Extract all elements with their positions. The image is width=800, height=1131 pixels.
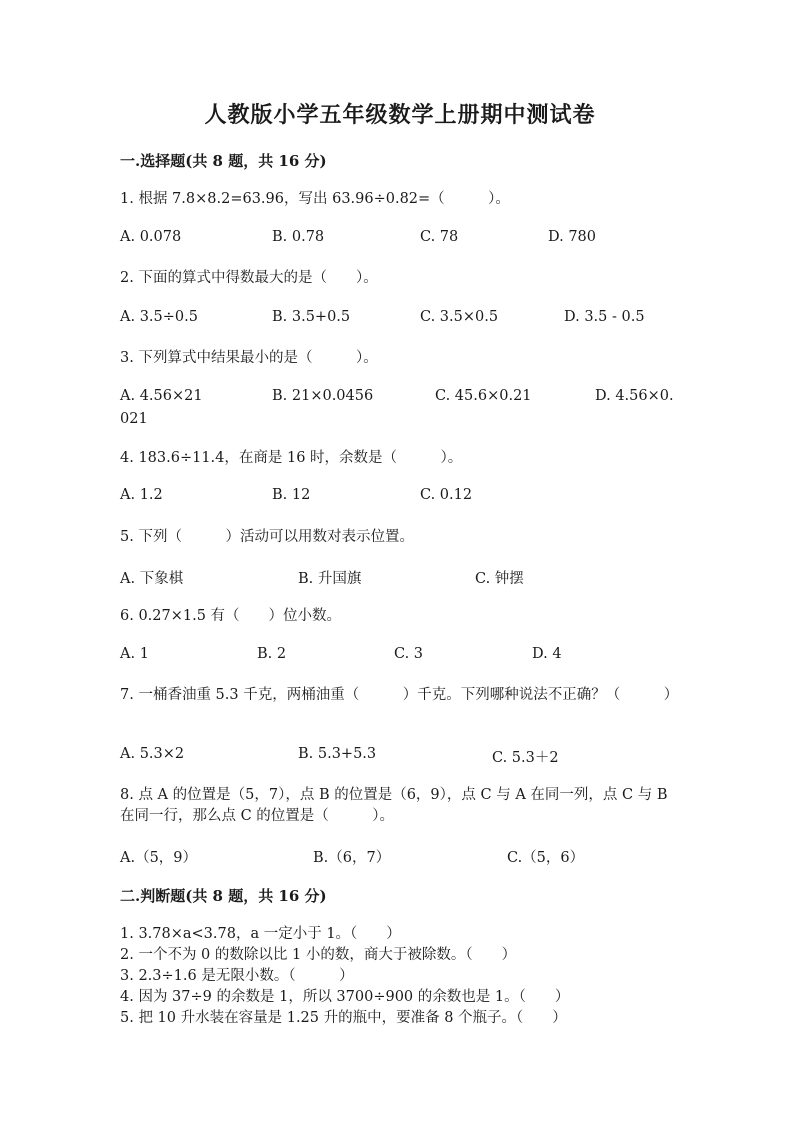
- question-2-options: [120, 309, 680, 331]
- option-c: C.（5，6）: [507, 850, 585, 866]
- option-a: A. 0.078: [120, 229, 182, 245]
- option-d: D. 4: [532, 646, 562, 662]
- question-4: 4. 183.6÷11.4，在商是 16 时，余数是（ ）。: [120, 450, 463, 466]
- question-3-option-d-wrap: 021: [120, 411, 148, 427]
- option-c: C. 78: [420, 229, 459, 245]
- option-a: A. 5.3×2: [120, 746, 185, 762]
- option-b: B.（6，7）: [313, 850, 391, 866]
- question-5-options: [120, 567, 680, 589]
- question-3-options: [120, 388, 680, 410]
- judge-item-2: 2. 一个不为 0 的数除以比 1 小的数，商大于被除数。（ ）: [120, 947, 517, 963]
- option-c: C. 5.3＋2: [492, 750, 559, 766]
- question-4-options: [120, 487, 680, 509]
- page-title: 人教版小学五年级数学上册期中测试卷: [204, 102, 596, 128]
- question-7-options: [120, 746, 680, 768]
- question-1: 1. 根据 7.8×8.2=63.96，写出 63.96÷0.82=（ ）。: [120, 191, 510, 207]
- option-b: B. 21×0.0456: [272, 388, 374, 404]
- question-7: 7. 一桶香油重 5.3 千克，两桶油重（ ）千克。下列哪种说法不正确？（ ）: [120, 687, 679, 703]
- judge-item-5: 5. 把 10 升水装在容量是 1.25 升的瓶中，要准备 8 个瓶子。（ ）: [120, 1010, 567, 1026]
- section-heading-judgement: 二.判断题(共 8 题，共 16 分): [120, 887, 327, 905]
- question-1-options: [120, 229, 680, 251]
- option-b: B. 12: [272, 487, 311, 503]
- option-a: A. 1.2: [120, 487, 163, 503]
- option-c: C. 45.6×0.21: [435, 388, 532, 404]
- question-8-options: [120, 846, 680, 868]
- option-c: C. 3.5×0.5: [420, 309, 499, 325]
- question-6-options: [120, 646, 680, 668]
- judge-item-3: 3. 2.3÷1.6 是无限小数。（ ）: [120, 968, 354, 984]
- option-c: C. 3: [394, 646, 424, 662]
- option-d: D. 4.56×0.: [595, 388, 674, 404]
- option-c: C. 钟摆: [475, 571, 524, 587]
- judge-item-4: 4. 因为 37÷9 的余数是 1，所以 3700÷900 的余数也是 1。（ ）: [120, 989, 570, 1005]
- judge-item-1: 1. 3.78×a<3.78，a 一定小于 1。（ ）: [120, 926, 401, 942]
- option-a: A. 下象棋: [120, 571, 184, 587]
- option-b: B. 3.5+0.5: [272, 309, 351, 325]
- option-b: B. 2: [257, 646, 287, 662]
- option-a: A. 4.56×21: [120, 388, 203, 404]
- option-b: B. 5.3+5.3: [298, 746, 377, 762]
- option-a: A.（5，9）: [120, 850, 198, 866]
- question-8: 8. 点 A 的位置是（5，7），点 B 的位置是（6，9），点 C 与 A 在同一列，点 C 与 B 在同一行，那么点 C 的位置是（ ）。: [120, 787, 668, 824]
- question-3: 3. 下列算式中结果最小的是（ ）。: [120, 350, 378, 366]
- option-c: C. 0.12: [420, 487, 473, 503]
- option-b: B. 升国旗: [298, 571, 362, 587]
- question-2: 2. 下面的算式中得数最大的是（ ）。: [120, 270, 378, 286]
- option-d: D. 780: [548, 229, 597, 245]
- option-d: D. 3.5 - 0.5: [564, 309, 645, 325]
- option-b: B. 0.78: [272, 229, 325, 245]
- option-a: A. 3.5÷0.5: [120, 309, 198, 325]
- question-6: 6. 0.27×1.5 有（ ）位小数。: [120, 608, 342, 624]
- section-heading-choice: 一.选择题(共 8 题，共 16 分): [120, 152, 327, 170]
- option-a: A. 1: [120, 646, 149, 662]
- question-5: 5. 下列（ ）活动可以用数对表示位置。: [120, 529, 414, 545]
